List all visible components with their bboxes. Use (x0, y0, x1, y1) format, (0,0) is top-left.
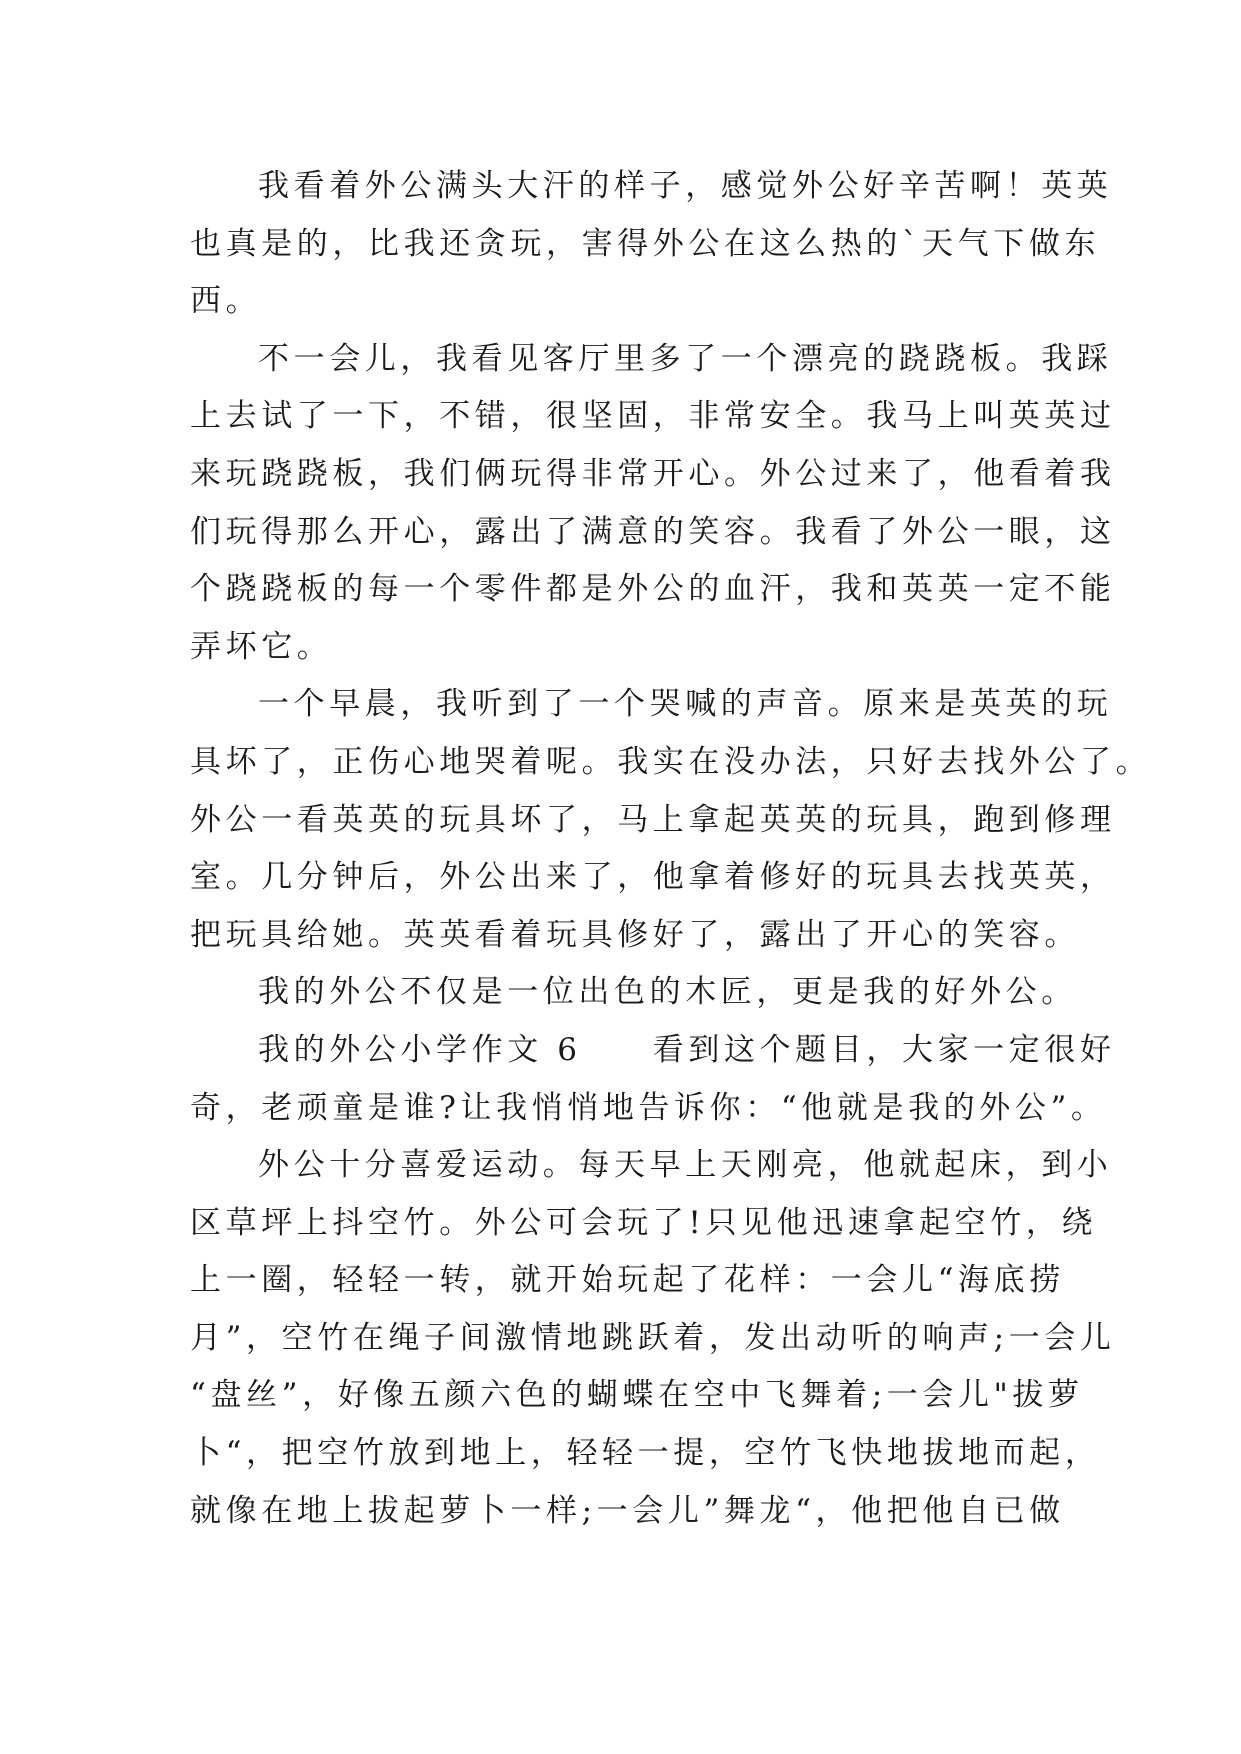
text-line: 个跷跷板的每一个零件都是外公的血汗，我和英英一定不能 (190, 571, 1116, 608)
text-line: 一个早晨，我听到了一个哭喊的声音。原来是英英的玩 (258, 686, 1113, 723)
text-line: 卜“，把空竹放到地上，轻轻一提，空竹飞快地拔地而起， (190, 1435, 1101, 1472)
text-line: 我看着外公满头大汗的样子，感觉外公好辛苦啊！英英 (258, 168, 1113, 204)
text-line: 来玩跷跷板，我们俩玩得非常开心。外公过来了，他看着我 (190, 455, 1116, 492)
text-line: 区草坪上抖空竹。外公可会玩了!只见他迅速拿起空竹，绕 (190, 1204, 1098, 1241)
text-line: 上去试了一下，不错，很坚固，非常安全。我马上叫英英过 (190, 398, 1116, 435)
text-line: 具坏了，正伤心地哭着呢。我实在没办法，只好去找外公了。 (190, 743, 1152, 780)
text-line: 我的外公不仅是一位出色的木匠，更是我的好外公。 (258, 974, 1077, 1011)
text-line: 就像在地上拔起萝卜一样;一会儿”舞龙“，他把他自已做 (190, 1492, 1065, 1529)
text-line: 外公一看英英的玩具坏了，马上拿起英英的玩具，跑到修理 (190, 801, 1116, 838)
text-line: 外公十分喜爱运动。每天早上天刚亮，他就起床，到小 (258, 1147, 1113, 1184)
text-line: “盘丝”，好像五颜六色的蝴蝶在空中飞舞着;一会儿"拔萝 (190, 1377, 1084, 1414)
essay-body (190, 158, 1152, 1540)
text-line: 室。几分钟后，外公出来了，他拿着修好的玩具去找英英， (190, 859, 1116, 896)
text-line: 们玩得那么开心，露出了满意的笑容。我看了外公一眼，这 (190, 513, 1116, 550)
text-line: 我的外公小学作文 6 看到这个题目，大家一定很好 (258, 1031, 1116, 1068)
text-line: 把玩具给她。英英看着玩具修好了，露出了开心的笑容。 (190, 916, 1080, 953)
text-line: 奇，老顽童是谁?让我悄悄地告诉你：“他就是我的外公”。 (190, 1089, 1107, 1126)
text-line: 月”，空竹在绳子间激情地跳跃着，发出动听的响声;一会儿 (190, 1319, 1116, 1356)
text-line: 不一会儿，我看见客厅里多了一个漂亮的跷跷板。我踩 (258, 340, 1113, 377)
text-line: 也真是的，比我还贪玩，害得外公在这么热的`天气下做东 (190, 225, 1101, 262)
text-line: 上一圈，轻轻一转，就开始玩起了花样：一会儿“海底捞 (190, 1262, 1065, 1299)
text-line: 西。 (190, 283, 262, 320)
text-line: 弄坏它。 (190, 628, 333, 665)
